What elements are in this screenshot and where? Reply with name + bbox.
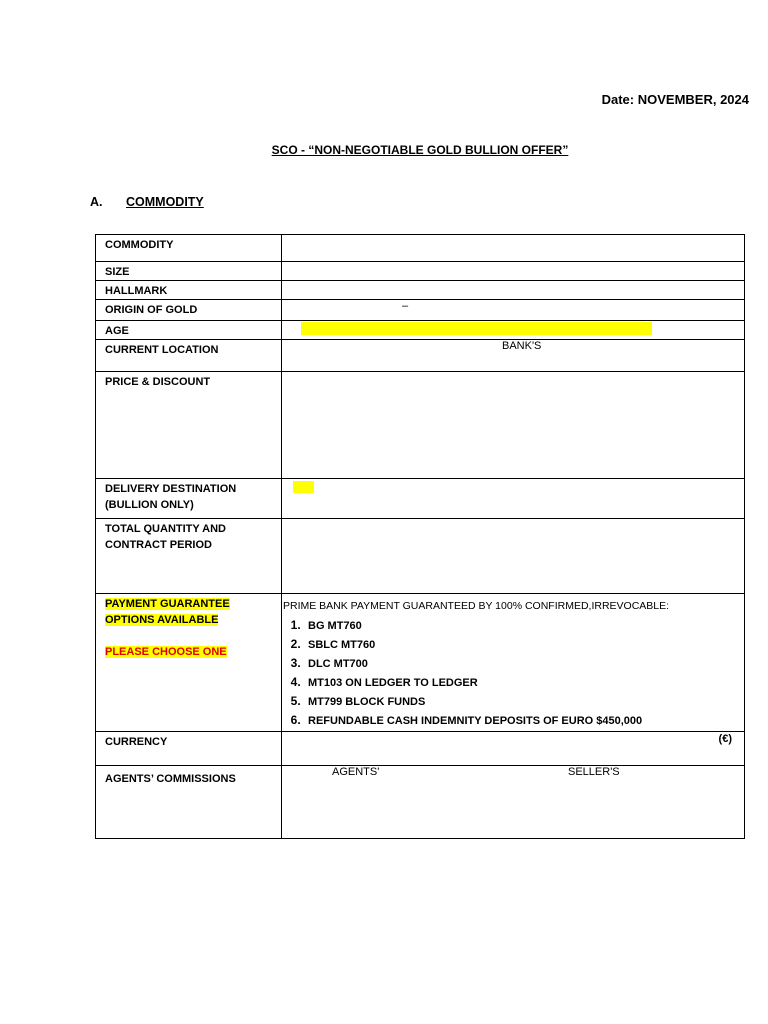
table-row (96, 594, 745, 732)
section-heading (90, 195, 204, 209)
table-row (96, 281, 745, 300)
label-age: AGE (96, 321, 282, 340)
payment-header: PRIME BANK PAYMENT GUARANTEED BY 100% CONFIRMED,IRREVOCABLE: (283, 600, 670, 612)
list-item: 1. BG MT760 (304, 616, 744, 635)
section-number: A. (90, 195, 103, 209)
location-value: BANK'S (502, 340, 542, 352)
value-hallmark (282, 281, 745, 300)
value-origin (282, 300, 745, 321)
label-origin: ORIGIN OF GOLD (96, 300, 282, 321)
quantity-line-1: TOTAL QUANTITY AND (105, 523, 226, 535)
label-size: SIZE (96, 262, 282, 281)
payment-line-2: OPTIONS AVAILABLE (105, 614, 219, 626)
table-row (96, 300, 745, 321)
delivery-line-2: (BULLION ONLY) (105, 499, 194, 511)
offer-date: Date: NOVEMBER, 2024 (601, 92, 749, 107)
value-size (282, 262, 745, 281)
value-payment (282, 594, 745, 732)
age-highlight (301, 322, 652, 335)
label-delivery (96, 479, 282, 519)
payment-choose-note: PLEASE CHOOSE ONE (105, 646, 227, 658)
table-row (96, 262, 745, 281)
delivery-highlight (293, 481, 314, 493)
payment-options-list (282, 616, 744, 730)
delivery-line-1: DELIVERY DESTINATION (105, 483, 237, 495)
label-currency: CURRENCY (96, 732, 282, 766)
commodity-table (95, 234, 745, 839)
table-row (96, 235, 745, 262)
quantity-line-2: CONTRACT PERIOD (105, 539, 212, 551)
table-row (96, 479, 745, 519)
value-currency (282, 732, 745, 766)
label-commodity: COMMODITY (96, 235, 282, 262)
currency-value: (€) (718, 733, 732, 745)
list-item: 2. SBLC MT760 (304, 635, 744, 654)
label-price: PRICE & DISCOUNT (96, 372, 282, 479)
page-title: SCO - “NON-NEGOTIABLE GOLD BULLION OFFER” (271, 143, 569, 157)
label-hallmark: HALLMARK (96, 281, 282, 300)
list-item: 6. REFUNDABLE CASH INDEMNITY DEPOSITS OF EURO $450,000 (304, 711, 744, 730)
payment-line-1: PAYMENT GUARANTEE (105, 598, 230, 610)
list-item: 4. MT103 ON LEDGER TO LEDGER (304, 673, 744, 692)
table-row (96, 321, 745, 340)
value-delivery (282, 479, 745, 519)
section-name: COMMODITY (126, 195, 204, 209)
value-age (282, 321, 745, 340)
agents-label: AGENTS' (332, 766, 380, 778)
list-item: 3. DLC MT700 (304, 654, 744, 673)
label-quantity (96, 519, 282, 594)
label-commissions: AGENTS’ COMMISSIONS (96, 766, 282, 839)
value-quantity (282, 519, 745, 594)
origin-value: – (402, 300, 409, 312)
label-payment (96, 594, 282, 732)
table-row (96, 372, 745, 479)
value-price (282, 372, 745, 479)
table-row (96, 766, 745, 839)
table-row (96, 340, 745, 372)
table-row (96, 732, 745, 766)
value-commodity (282, 235, 745, 262)
label-location: CURRENT LOCATION (96, 340, 282, 372)
sellers-label: SELLER'S (568, 766, 620, 778)
table-row (96, 519, 745, 594)
list-item: 5. MT799 BLOCK FUNDS (304, 692, 744, 711)
value-commissions (282, 766, 745, 839)
value-location (282, 340, 745, 372)
